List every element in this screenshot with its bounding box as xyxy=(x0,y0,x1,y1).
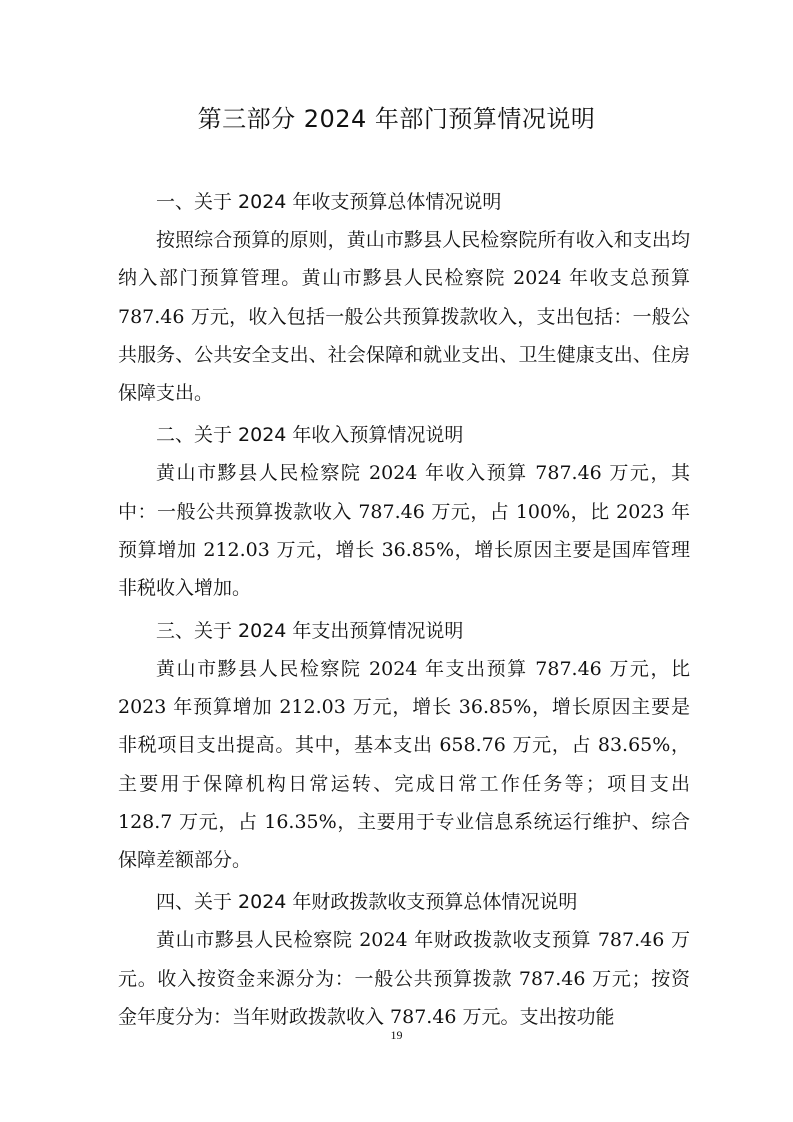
section-3-heading: 三、关于 2024 年支出预算情况说明 xyxy=(156,619,464,642)
section-2-heading: 二、关于 2024 年收入预算情况说明 xyxy=(156,424,464,447)
section-4-heading: 四、关于 2024 年财政拨款收支预算总体情况说明 xyxy=(156,891,578,914)
section-1-paragraph: 按照综合预算的原则，黄山市黟县人民检察院所有收入和支出均纳入部门预算管理。黄山市黟县人民检察院 2024 年收支总预算 787.46 万元，收入包括一般公共预算拨款收入，支出包括：一般公共服务、公共安全支出、社会保障和就业支出、卫生健康支出、住房保障支出。 xyxy=(118,229,690,405)
section-4-paragraph: 黄山市黟县人民检察院 2024 年财政拨款收支预算 787.46 万元。收入按资金来源分为：一般公共预算拨款 787.46 万元；按资金年度分为：当年财政拨款收入 787.46 万元。支出按功能 xyxy=(118,929,690,1029)
page-title: 第三部分 2024 年部门预算情况说明 xyxy=(197,105,596,133)
document-body xyxy=(118,183,690,1036)
page-number: 19 xyxy=(390,1028,403,1042)
section-3-paragraph: 黄山市黟县人民检察院 2024 年支出预算 787.46 万元，比 2023 年预算增加 212.03 万元，增长 36.85%，增长原因主要是非税项目支出提高。其中，基本支出 658.76 万元，占 83.65%，主要用于保障机构日常运转、完成日常工作任务等；项目支出 128.7 万元，占 16.35%，主要用于专业信息系统运行维护、综合保障差额部分。 xyxy=(118,657,690,872)
section-1-heading: 一、关于 2024 年收支预算总体情况说明 xyxy=(156,191,502,213)
section-2-paragraph: 黄山市黟县人民检察院 2024 年收入预算 787.46 万元，其中：一般公共预算拨款收入 787.46 万元，占 100%，比 2023 年预算增加 212.03 万元，增长 36.85%，增长原因主要是国库管理非税收入增加。 xyxy=(118,462,690,600)
